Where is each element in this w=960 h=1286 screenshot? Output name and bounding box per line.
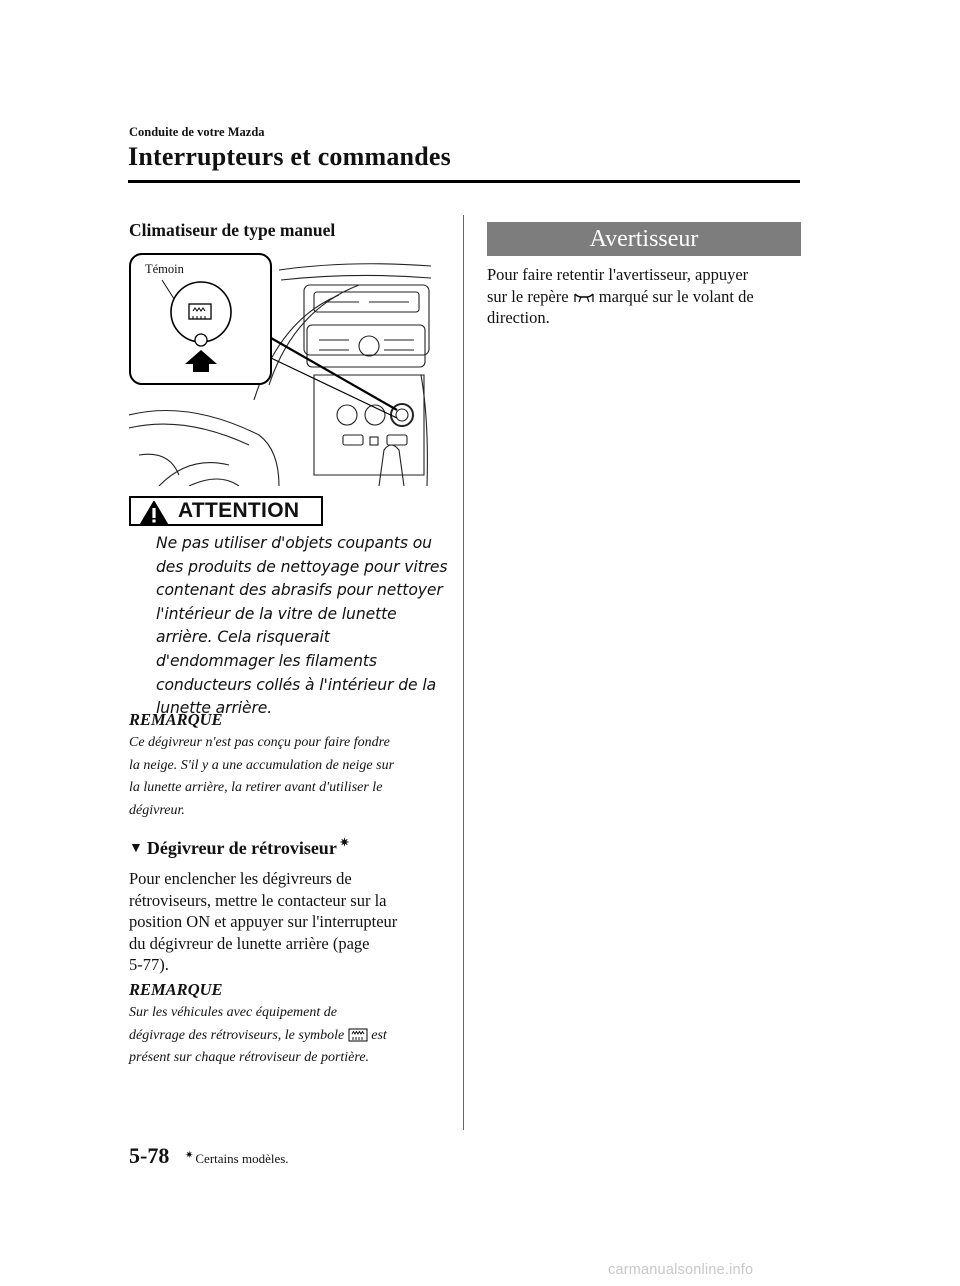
note-line: présent sur chaque rétroviseur de portière.	[129, 1050, 370, 1065]
attention-line: l'intérieur de la vitre de lunette	[156, 604, 397, 623]
note-line-part: dégivrage des rétroviseurs, le symbole	[129, 1027, 345, 1043]
body-line: du dégivreur de lunette arrière (page	[129, 933, 370, 953]
note-title: REMARQUE	[129, 980, 223, 999]
page-title: Interrupteurs et commandes	[128, 142, 451, 171]
horn-heading: Avertisseur	[589, 226, 699, 252]
note-line: Sur les véhicules avec équipement de	[129, 1005, 337, 1020]
attention-line: contenant des abrasifs pour nettoyer	[156, 581, 443, 600]
note-line-part: est	[371, 1027, 387, 1043]
body-line: position ON et appuyer sur l'interrupteur	[129, 912, 398, 931]
mirror-heading-text: Dégivreur de rétroviseur	[146, 838, 337, 858]
note-title: REMARQUE	[129, 710, 223, 729]
asterisk-icon: ✷	[339, 837, 350, 849]
note-line: Ce dégivreur n'est pas conçu pour faire fondre	[129, 735, 390, 750]
note-text	[129, 732, 449, 822]
note-line	[129, 1025, 449, 1048]
body-line-part: sur le repère	[487, 286, 569, 306]
attention-line: des produits de nettoyage pour vitres	[156, 557, 448, 576]
chapter-label: Conduite de votre Mazda	[129, 125, 265, 139]
note-line: la lunette arrière, la retirer avant d'utiliser le	[129, 780, 383, 795]
climate-subheading: Climatiseur de type manuel	[129, 220, 336, 240]
column-divider	[463, 215, 464, 1130]
horn-symbol-icon	[573, 291, 595, 305]
body-line-part: marqué sur le volant de	[598, 286, 754, 306]
body-line: Pour faire retentir l'avertisseur, appuyer	[487, 265, 749, 284]
attention-line: lunette arrière.	[156, 699, 273, 718]
attention-line: Ne pas utiliser d'objets coupants ou	[156, 534, 432, 552]
defroster-symbol-icon	[348, 1028, 368, 1042]
dashboard-illustration	[129, 250, 431, 486]
warning-icon	[140, 501, 168, 525]
watermark: carmanualsonline.info	[608, 1262, 754, 1278]
body-line: 5-77).	[129, 955, 169, 974]
note-line: dégivreur.	[129, 802, 185, 818]
footnote-text: Certains modèles.	[195, 1151, 289, 1166]
attention-line: conducteurs collés à l'intérieur de la	[156, 675, 437, 694]
asterisk-icon: ✷	[185, 1150, 194, 1161]
page-number: 5-78	[129, 1143, 170, 1168]
attention-line: d'endommager les filaments	[156, 651, 377, 670]
body-line: direction.	[487, 308, 550, 327]
indicator-label: Témoin	[145, 262, 184, 276]
horn-body-text	[487, 264, 805, 329]
triangle-marker-icon: ▼	[129, 841, 143, 856]
attention-title: ATTENTION	[178, 499, 300, 522]
mirror-body-text	[129, 868, 449, 976]
mirror-defroster-heading	[129, 836, 349, 859]
footnote	[185, 1150, 289, 1167]
attention-line: arrière. Cela risquerait	[156, 628, 330, 647]
body-line	[487, 286, 805, 308]
body-line: rétroviseurs, mettre le contacteur sur la	[129, 890, 387, 910]
note-line: la neige. S'il y a une accumulation de neige sur	[129, 757, 395, 773]
note-text	[129, 1002, 449, 1070]
header-rule	[128, 180, 800, 183]
attention-text	[156, 532, 456, 721]
body-line: Pour enclencher les dégivreurs de	[129, 869, 352, 888]
